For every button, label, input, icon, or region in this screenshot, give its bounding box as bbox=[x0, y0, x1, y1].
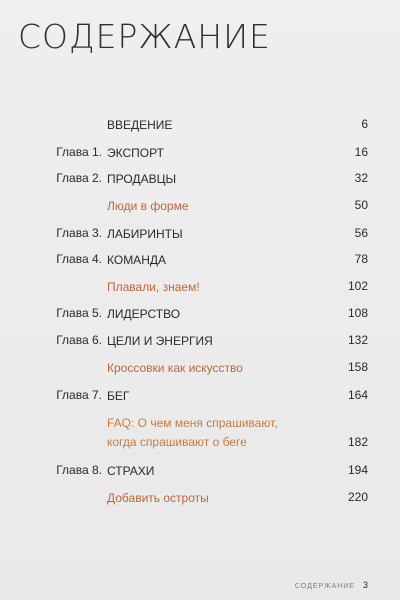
entry-page-number: 132 bbox=[347, 333, 368, 347]
entry-page-number: 16 bbox=[354, 145, 368, 159]
entry-page-number: 158 bbox=[347, 360, 368, 374]
page-title: СОДЕРЖАНИЕ bbox=[18, 17, 271, 56]
toc-entry-sub-1 bbox=[0, 198, 400, 224]
toc-entry-chapter-4 bbox=[0, 252, 400, 278]
chapter-number: Глава 2. bbox=[56, 171, 102, 185]
entry-title: БЕГ bbox=[107, 389, 130, 403]
entry-title: ЛАБИРИНТЫ bbox=[107, 227, 183, 241]
toc-entry-sub-4 bbox=[0, 415, 400, 459]
toc-entry-chapter-3 bbox=[0, 226, 400, 252]
entry-page-number: 6 bbox=[361, 117, 368, 131]
chapter-number: Глава 1. bbox=[56, 145, 102, 159]
toc-entry-chapter-5 bbox=[0, 306, 400, 332]
entry-page-number: 102 bbox=[347, 279, 368, 293]
entry-title: СТРАХИ bbox=[107, 464, 155, 478]
entry-title: Кроссовки как искусство bbox=[107, 361, 243, 375]
entry-title: Люди в форме bbox=[107, 199, 189, 213]
entry-title: ПРОДАВЦЫ bbox=[107, 172, 177, 186]
entry-title: ЛИДЕРСТВО bbox=[107, 307, 181, 321]
entry-title: КОМАНДА bbox=[107, 253, 166, 267]
entry-page-number: 78 bbox=[354, 252, 368, 266]
entry-title-line-2: когда спрашивают о беге bbox=[107, 435, 247, 449]
toc-entry-chapter-7 bbox=[0, 388, 400, 414]
entry-page-number: 32 bbox=[354, 171, 368, 185]
toc-entry-chapter-2 bbox=[0, 171, 400, 197]
toc-entry-sub-5 bbox=[0, 490, 400, 516]
chapter-number: Глава 5. bbox=[56, 306, 102, 320]
chapter-number: Глава 4. bbox=[56, 252, 102, 266]
entry-title: Добавить остроты bbox=[107, 491, 209, 505]
toc-entry-chapter-1 bbox=[0, 145, 400, 171]
chapter-number: Глава 8. bbox=[56, 463, 102, 477]
toc-entry-chapter-8 bbox=[0, 463, 400, 489]
page-footer bbox=[295, 580, 368, 590]
toc-entry-sub-3 bbox=[0, 360, 400, 386]
chapter-number: Глава 6. bbox=[56, 333, 102, 347]
entry-title: FAQ: О чем меня спрашивают, bbox=[107, 416, 278, 430]
entry-page-number: 182 bbox=[347, 435, 368, 449]
entry-page-number: 56 bbox=[354, 226, 368, 240]
toc-entry-sub-2 bbox=[0, 279, 400, 305]
entry-title: ЭКСПОРТ bbox=[107, 146, 164, 160]
entry-page-number: 50 bbox=[354, 198, 368, 212]
entry-title: Плавали, знаем! bbox=[107, 280, 200, 294]
entry-page-number: 194 bbox=[347, 463, 368, 477]
chapter-number: Глава 3. bbox=[56, 226, 102, 240]
entry-title: ЦЕЛИ И ЭНЕРГИЯ bbox=[107, 334, 213, 348]
entry-page-number: 220 bbox=[347, 490, 368, 504]
chapter-number: Глава 7. bbox=[56, 388, 102, 402]
entry-page-number: 164 bbox=[347, 388, 368, 402]
toc-entry-chapter-6 bbox=[0, 333, 400, 359]
toc-entry-introduction bbox=[0, 117, 400, 143]
entry-title: ВВЕДЕНИЕ bbox=[107, 118, 173, 132]
page-number: 3 bbox=[362, 580, 368, 590]
running-header: СОДЕРЖАНИЕ bbox=[294, 583, 355, 590]
entry-page-number: 108 bbox=[347, 306, 368, 320]
